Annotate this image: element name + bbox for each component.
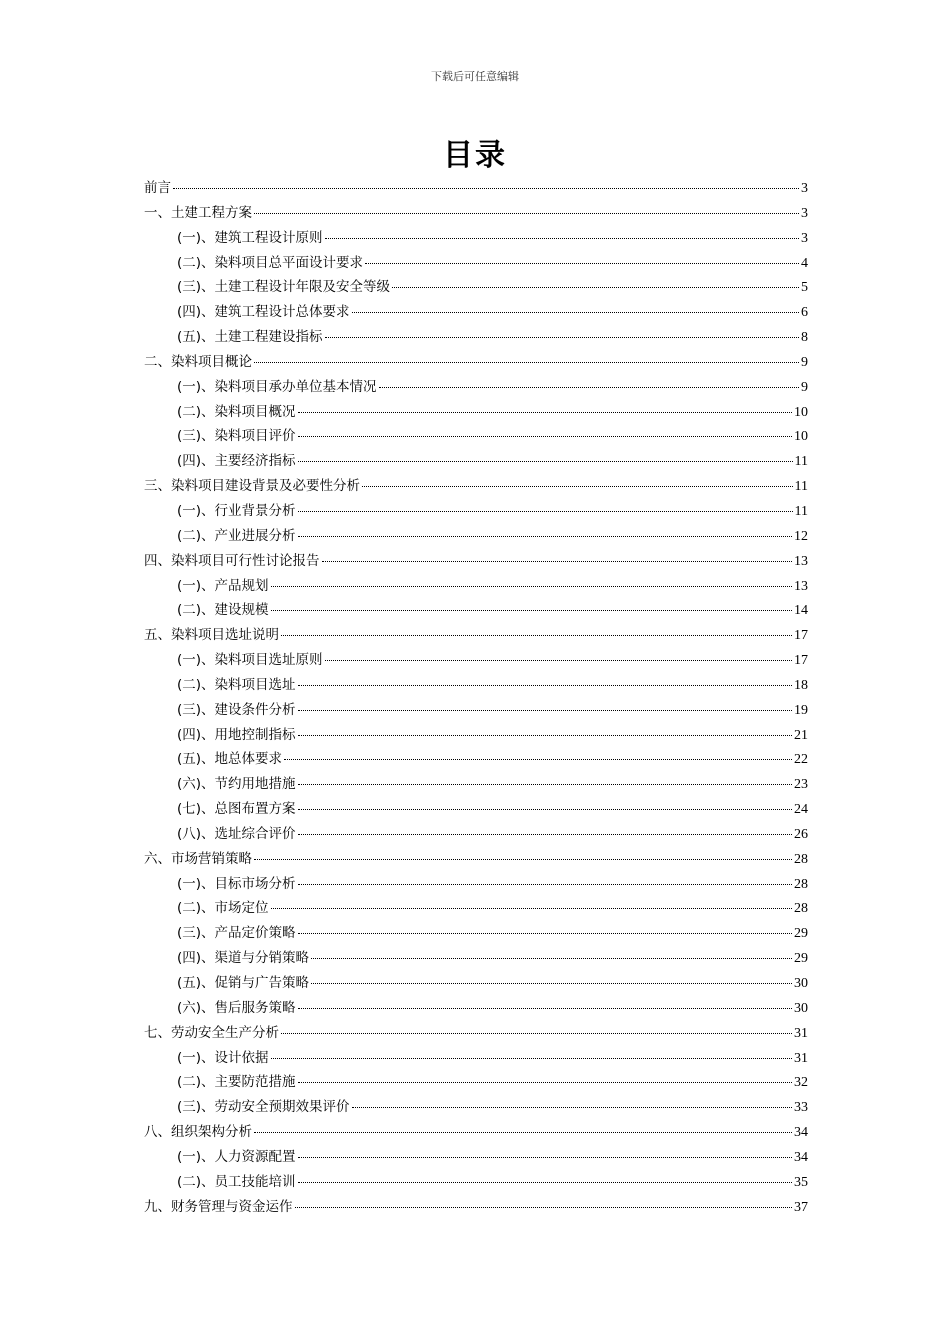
toc-entry[interactable] [144, 747, 808, 772]
toc-entry-page-number: 29 [794, 926, 808, 942]
toc-dot-leader [298, 461, 793, 462]
toc-entry[interactable] [144, 375, 808, 400]
toc-entry-title: (三)、建设条件分析 [177, 701, 296, 718]
toc-entry[interactable] [144, 723, 808, 748]
toc-entry[interactable] [144, 574, 808, 599]
toc-dot-leader [298, 834, 792, 835]
toc-dot-leader [325, 238, 799, 239]
toc-entry-page-number: 28 [794, 901, 808, 917]
toc-dot-leader [298, 735, 792, 736]
toc-entry[interactable] [144, 797, 808, 822]
toc-entry[interactable] [144, 1195, 808, 1220]
toc-entry-title: (二)、染料项目选址 [177, 676, 296, 693]
toc-entry-title: (五)、促销与广告策略 [177, 975, 310, 991]
toc-dot-leader [271, 610, 792, 611]
toc-entry[interactable] [144, 772, 808, 797]
toc-entry-page-number: 13 [794, 578, 808, 594]
toc-dot-leader [295, 1207, 793, 1208]
toc-entry-title: (七)、总图布置方案 [177, 801, 296, 818]
toc-entry-title: (三)、产品定价策略 [177, 925, 296, 942]
toc-dot-leader [392, 287, 799, 288]
toc-entry[interactable] [144, 623, 808, 648]
toc-entry[interactable] [144, 424, 808, 449]
toc-dot-leader [311, 983, 792, 984]
toc-entry-page-number: 35 [794, 1174, 808, 1190]
toc-entry-title: (四)、用地控制指标 [177, 726, 296, 743]
toc-entry-page-number: 10 [794, 404, 808, 420]
toc-dot-leader [254, 213, 799, 214]
toc-entry[interactable] [144, 996, 808, 1021]
toc-dot-leader [298, 933, 792, 934]
toc-entry-title: 六、市场营销策略 [144, 850, 252, 867]
toc-entry-title: (六)、售后服务策略 [177, 999, 296, 1016]
toc-entry-title: (三)、劳动安全预期效果评价 [177, 1099, 350, 1116]
toc-entry[interactable] [144, 822, 808, 847]
toc-entry-page-number: 24 [794, 802, 808, 818]
toc-entry-page-number: 9 [801, 354, 808, 370]
toc-entry[interactable] [144, 896, 808, 921]
toc-entry-title: (八)、选址综合评价 [177, 825, 296, 842]
toc-entry-title: 五、染料项目选址说明 [144, 627, 279, 644]
toc-entry-page-number: 26 [794, 826, 808, 842]
toc-entry-page-number: 22 [794, 752, 808, 768]
toc-entry-page-number: 11 [794, 503, 808, 519]
toc-entry-title: (二)、主要防范措施 [177, 1074, 296, 1091]
toc-entry[interactable] [144, 598, 808, 623]
toc-entry-page-number: 21 [794, 727, 808, 743]
toc-entry-page-number: 34 [794, 1125, 808, 1141]
toc-entry[interactable] [144, 1145, 808, 1170]
toc-entry[interactable] [144, 176, 808, 201]
toc-entry[interactable] [144, 201, 808, 226]
toc-entry-title: (二)、染料项目概况 [177, 403, 296, 420]
toc-entry-page-number: 17 [794, 653, 808, 669]
toc-entry[interactable] [144, 1021, 808, 1046]
toc-entry[interactable] [144, 648, 808, 673]
toc-dot-leader [298, 511, 793, 512]
toc-entry-title: (二)、染料项目总平面设计要求 [177, 254, 364, 271]
toc-entry-title: 二、染料项目概论 [144, 353, 252, 370]
toc-entry-page-number: 12 [794, 528, 808, 544]
toc-entry[interactable] [144, 400, 808, 425]
toc-dot-leader [352, 312, 799, 313]
table-of-contents [144, 176, 808, 1219]
toc-entry-title: (四)、渠道与分销策略 [177, 950, 310, 967]
toc-entry-title: (一)、人力资源配置 [177, 1148, 296, 1165]
toc-dot-leader [271, 1058, 792, 1059]
toc-entry[interactable] [144, 226, 808, 251]
toc-dot-leader [311, 958, 792, 959]
toc-entry-page-number: 14 [794, 603, 808, 619]
toc-entry-title: (二)、建设规模 [177, 602, 269, 619]
toc-dot-leader [352, 1107, 792, 1108]
toc-dot-leader [298, 685, 792, 686]
toc-entry-title: (三)、染料项目评价 [177, 428, 296, 445]
toc-entry-page-number: 3 [801, 205, 808, 221]
toc-entry-page-number: 30 [794, 976, 808, 991]
toc-entry-page-number: 13 [794, 553, 808, 569]
toc-entry-title: (一)、染料项目选址原则 [177, 652, 323, 669]
toc-dot-leader [281, 1033, 792, 1034]
toc-entry[interactable] [144, 847, 808, 872]
toc-entry[interactable] [144, 673, 808, 698]
toc-entry-page-number: 28 [794, 851, 808, 867]
toc-entry-page-number: 31 [794, 1050, 808, 1066]
toc-dot-leader [271, 586, 792, 587]
toc-entry-page-number: 33 [794, 1100, 808, 1116]
toc-dot-leader [298, 784, 792, 785]
toc-dot-leader [325, 337, 799, 338]
toc-entry[interactable] [144, 1170, 808, 1195]
toc-entry-title: 八、组织架构分析 [144, 1124, 252, 1141]
toc-entry-title: 一、土建工程方案 [144, 204, 252, 221]
toc-entry-title: 七、劳动安全生产分析 [144, 1024, 279, 1041]
toc-entry-title: 前言 [144, 180, 171, 196]
toc-entry-page-number: 31 [794, 1025, 808, 1041]
toc-entry-title: (二)、产业进展分析 [177, 527, 296, 544]
toc-entry-title: (一)、行业背景分析 [177, 502, 296, 519]
toc-entry[interactable] [144, 325, 808, 350]
toc-entry-title: (三)、土建工程设计年限及安全等级 [177, 279, 391, 296]
toc-entry-title: (一)、产品规划 [177, 577, 269, 594]
toc-entry-title: (一)、建筑工程设计原则 [177, 229, 323, 246]
toc-entry-title: (六)、节约用地措施 [177, 776, 296, 793]
toc-entry-title: (四)、建筑工程设计总体要求 [177, 304, 350, 321]
toc-dot-leader [254, 1132, 792, 1133]
toc-entry-page-number: 23 [794, 777, 808, 793]
toc-entry-title: (一)、目标市场分析 [177, 875, 296, 892]
toc-dot-leader [325, 660, 792, 661]
toc-entry-page-number: 17 [794, 628, 808, 644]
toc-entry-title: (一)、染料项目承办单位基本情况 [177, 378, 377, 395]
toc-entry-page-number: 28 [794, 876, 808, 892]
toc-dot-leader [271, 908, 792, 909]
toc-entry-page-number: 5 [801, 280, 808, 296]
toc-dot-leader [298, 436, 792, 437]
toc-dot-leader [322, 561, 793, 562]
toc-entry-page-number: 11 [794, 479, 808, 495]
toc-entry-page-number: 18 [794, 677, 808, 693]
toc-entry[interactable] [144, 251, 808, 276]
toc-entry-page-number: 4 [801, 255, 808, 271]
toc-entry[interactable] [144, 1120, 808, 1145]
toc-dot-leader [298, 1082, 792, 1083]
toc-entry[interactable] [144, 698, 808, 723]
toc-entry-page-number: 19 [794, 702, 808, 718]
toc-entry[interactable] [144, 275, 808, 300]
toc-entry-title: (二)、市场定位 [177, 900, 269, 917]
toc-dot-leader [362, 486, 793, 487]
toc-entry-title: (一)、设计依据 [177, 1049, 269, 1066]
page-title: 目录 [443, 138, 507, 173]
toc-entry[interactable] [144, 1046, 808, 1071]
toc-dot-leader [254, 859, 792, 860]
toc-dot-leader [298, 536, 792, 537]
toc-dot-leader [298, 1182, 792, 1183]
toc-entry[interactable] [144, 872, 808, 897]
toc-entry-page-number: 3 [801, 181, 808, 196]
toc-dot-leader [298, 884, 792, 885]
toc-entry-title: (五)、地总体要求 [177, 751, 283, 768]
toc-entry-page-number: 37 [794, 1199, 808, 1215]
toc-entry-title: (二)、员工技能培训 [177, 1173, 296, 1190]
header-note: 下载后可任意编辑 [431, 70, 519, 83]
toc-entry-page-number: 8 [801, 330, 808, 346]
toc-entry[interactable] [144, 350, 808, 375]
toc-dot-leader [298, 710, 792, 711]
toc-entry-page-number: 10 [794, 429, 808, 445]
toc-entry[interactable] [144, 449, 808, 474]
toc-entry-page-number: 6 [801, 305, 808, 321]
toc-dot-leader [281, 635, 792, 636]
toc-entry-page-number: 32 [794, 1075, 808, 1091]
toc-entry[interactable] [144, 524, 808, 549]
toc-entry-page-number: 3 [801, 230, 808, 246]
toc-entry[interactable] [144, 1070, 808, 1095]
toc-entry-title: (五)、土建工程建设指标 [177, 329, 323, 346]
toc-entry[interactable] [144, 971, 808, 996]
toc-entry-page-number: 9 [801, 379, 808, 395]
toc-dot-leader [173, 188, 799, 189]
toc-entry[interactable] [144, 549, 808, 574]
toc-entry[interactable] [144, 921, 808, 946]
toc-entry[interactable] [144, 946, 808, 971]
toc-dot-leader [298, 1008, 792, 1009]
toc-entry[interactable] [144, 300, 808, 325]
toc-dot-leader [365, 263, 799, 264]
toc-dot-leader [254, 362, 799, 363]
toc-entry-title: 三、染料项目建设背景及必要性分析 [144, 478, 360, 495]
toc-entry-title: 四、染料项目可行性讨论报告 [144, 552, 320, 569]
toc-dot-leader [298, 809, 792, 810]
toc-entry[interactable] [144, 474, 808, 499]
toc-dot-leader [284, 759, 792, 760]
toc-entry-page-number: 11 [794, 454, 808, 470]
toc-dot-leader [379, 387, 799, 388]
toc-entry-page-number: 34 [794, 1149, 808, 1165]
toc-entry[interactable] [144, 1095, 808, 1120]
toc-entry-title: (四)、主要经济指标 [177, 453, 296, 470]
toc-dot-leader [298, 412, 792, 413]
toc-entry-title: 九、财务管理与资金运作 [144, 1198, 293, 1215]
toc-dot-leader [298, 1157, 792, 1158]
toc-entry-page-number: 29 [794, 951, 808, 967]
toc-entry-page-number: 30 [794, 1000, 808, 1016]
toc-entry[interactable] [144, 499, 808, 524]
